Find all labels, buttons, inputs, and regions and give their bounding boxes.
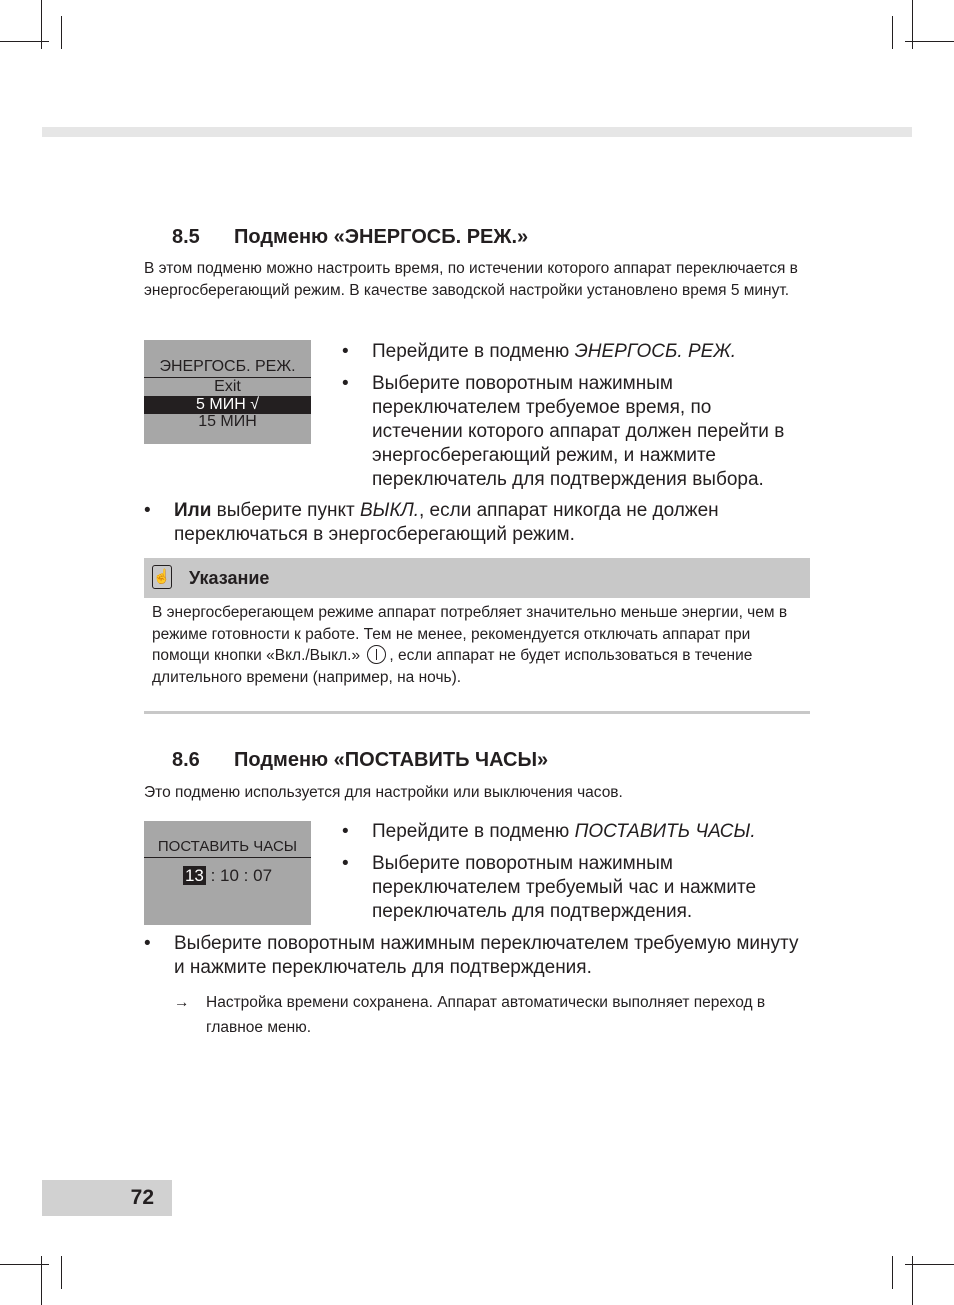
list-item: • Перейдите в подменю ЭНЕРГОСБ. РЕЖ. (342, 340, 802, 364)
instruction-list (144, 932, 804, 988)
crop-mark (912, 0, 913, 49)
crop-mark (892, 16, 893, 49)
crop-mark (61, 16, 62, 49)
power-icon (367, 645, 386, 664)
lcd-row: 15 МИН (198, 413, 257, 430)
result-note: → Настройка времени сохранена. Аппарат автоматически выполняет переход в главное меню. (174, 990, 774, 1040)
hand-icon: ☝ (152, 565, 172, 589)
section-number: 8.5 (172, 226, 200, 248)
note-title: Указание (189, 568, 270, 588)
crop-mark (61, 1256, 62, 1289)
lcd-display-clock (144, 821, 311, 925)
list-item: • Или выберите пункт ВЫКЛ., если аппарат никогда не должен переключаться в энергосберегающий режим. (144, 499, 804, 547)
arrow-right-icon: → (174, 994, 190, 1011)
lcd-time-rest: : 10 : 07 (205, 866, 273, 885)
list-item: • Выберите поворотным нажимным переключателем требуемое время, по истечении которого аппарат должен перейти в энергосберегающий режим, и нажмите переключатель для подтверждения выбора. (342, 372, 802, 492)
lcd-divider (144, 857, 311, 858)
section-heading-8-6 (172, 749, 548, 772)
page-number: 72 (130, 1186, 154, 1209)
list-item: • Перейдите в подменю ПОСТАВИТЬ ЧАСЫ. (342, 820, 802, 844)
lcd-row-selected: 5 МИН √ (144, 396, 311, 414)
page-number-box (42, 1180, 172, 1216)
lcd-hour-selected: 13 (184, 866, 204, 885)
lcd-row-exit: Exit (214, 378, 241, 395)
note-bottom-rule (144, 711, 810, 714)
instruction-list (144, 499, 804, 555)
section-number: 8.6 (172, 749, 200, 771)
section-intro: В этом подменю можно настроить время, по истечении которого аппарат переключается в энергосберегающий режим. В качестве заводской настройки установлено время 5 минут. (144, 260, 798, 299)
list-item: • Выберите поворотным нажимным переключателем требуемый час и нажмите переключатель для подтверждения. (342, 852, 802, 924)
section-intro: Это подменю используется для настройки или выключения часов. (144, 784, 623, 801)
crop-mark (41, 1256, 42, 1305)
lcd-title: ЭНЕРГОСБ. РЕЖ. (159, 358, 296, 375)
list-item: • Выберите поворотным нажимным переключателем требуемую минуту и нажмите переключатель для подтверждения. (144, 932, 804, 980)
section-heading-8-5 (172, 226, 528, 249)
lcd-time (144, 867, 311, 885)
instruction-list (342, 820, 802, 932)
crop-mark (892, 1256, 893, 1289)
note-header (144, 558, 810, 598)
lcd-display-energy (144, 340, 311, 444)
section-title: Подменю «ЭНЕРГОСБ. РЕЖ.» (234, 226, 529, 248)
crop-mark (41, 0, 42, 49)
lcd-title: ПОСТАВИТЬ ЧАСЫ (157, 838, 298, 855)
crop-mark (912, 1256, 913, 1305)
header-band (42, 127, 912, 137)
section-title: Подменю «ПОСТАВИТЬ ЧАСЫ» (234, 749, 549, 771)
instruction-list (342, 340, 802, 500)
note-text: В энергосберегающем режиме аппарат потребляет значительно меньше энергии, чем в режиме готовности к работе. Тем не менее, рекомендуется отключать аппарат при помощи кнопки «Вкл./Выкл.» , если аппарат не будет использоваться в течение длительного времени (например, на ночь). (152, 604, 788, 686)
